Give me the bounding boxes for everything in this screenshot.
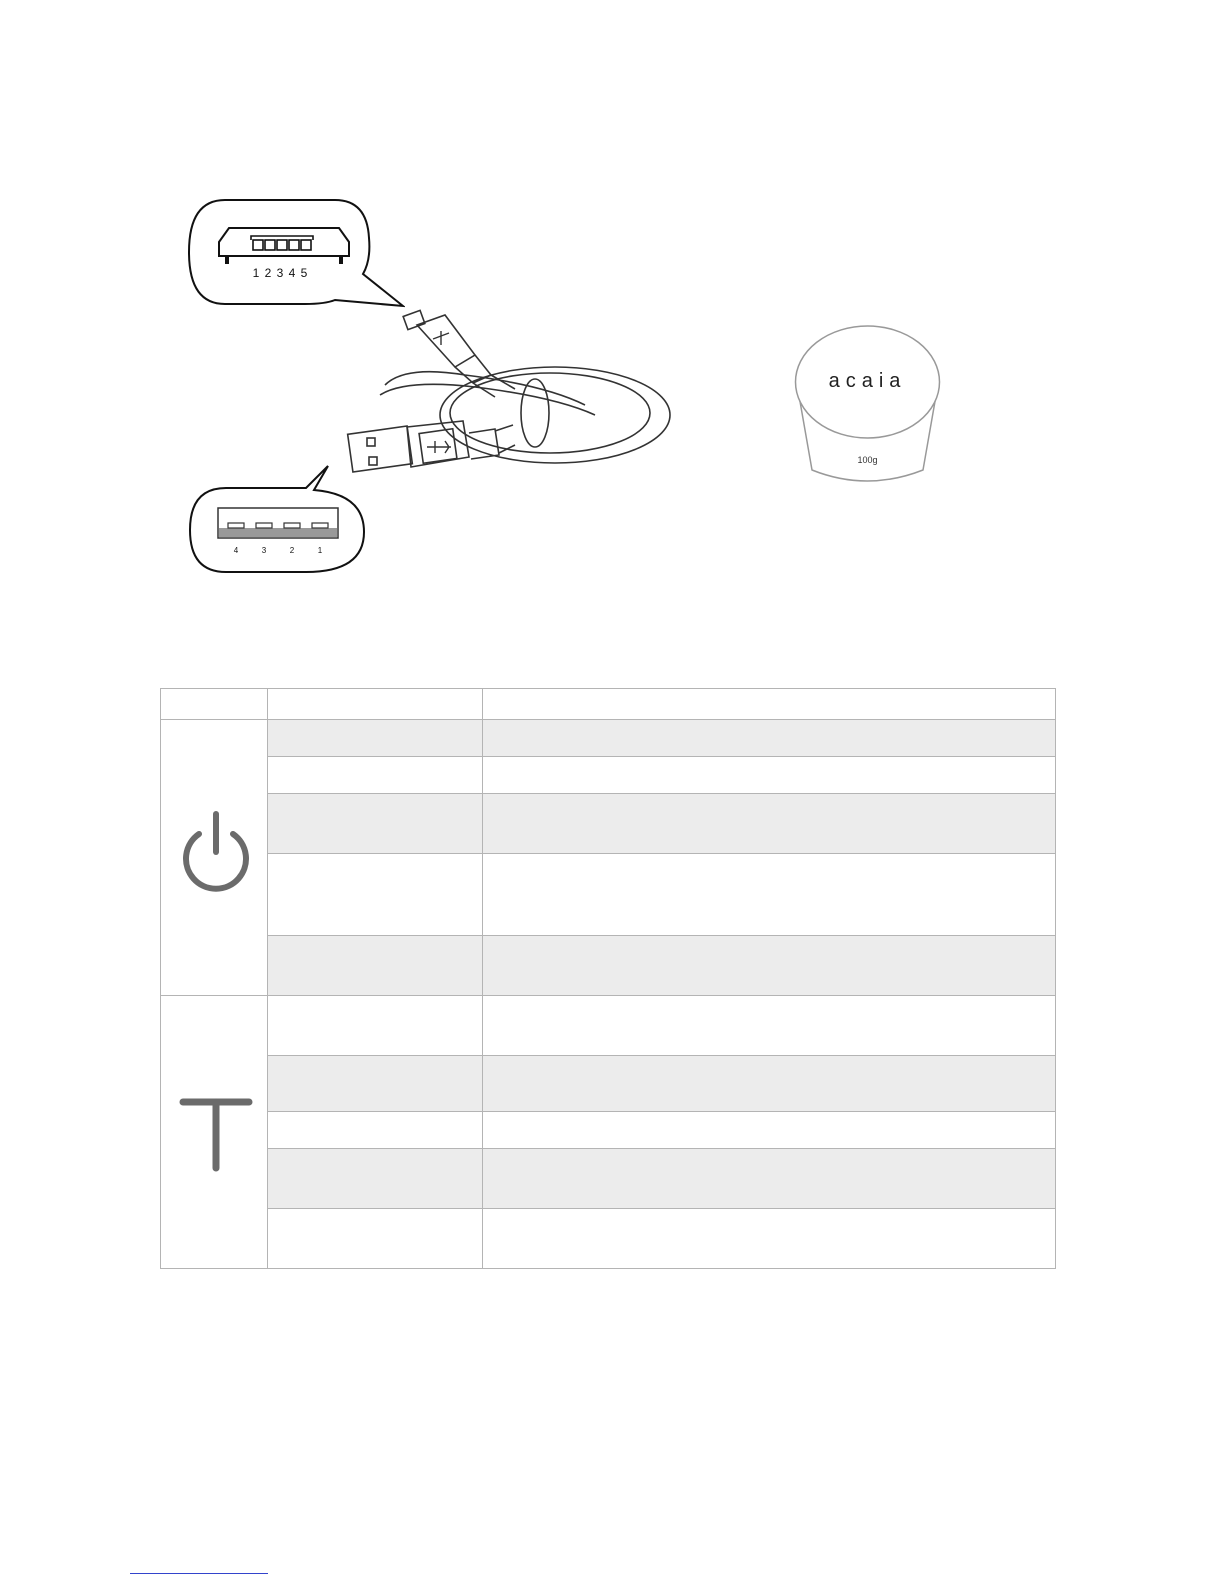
tare-button-cell: [161, 996, 268, 1269]
micro-usb-pin-3: 3: [276, 266, 284, 280]
table-row: [161, 720, 1056, 757]
table-row: [161, 996, 1056, 1056]
calibration-weight-illustration: [790, 320, 945, 490]
table-cell-result: [483, 996, 1056, 1056]
table-cell-result: [483, 936, 1056, 996]
table-cell-action: [268, 1209, 483, 1269]
table-header-row: [161, 689, 1056, 720]
weight-mass-label: 100g: [857, 455, 878, 465]
table-cell-action: [268, 720, 483, 757]
table-cell-action: [268, 757, 483, 794]
table-row: [161, 794, 1056, 854]
table-cell-result: [483, 1112, 1056, 1149]
table-cell-action: [268, 1112, 483, 1149]
usb-a-pin-4: 4: [233, 546, 239, 555]
table-cell-action: [268, 1149, 483, 1209]
usb-a-pin-1: 1: [317, 546, 323, 555]
table-row: [161, 1112, 1056, 1149]
table-cell-action: [268, 996, 483, 1056]
usb-a-pin-callout: [186, 458, 368, 580]
table-cell-result: [483, 720, 1056, 757]
power-icon: [171, 806, 261, 906]
table-row: [161, 1056, 1056, 1112]
table-row: [161, 854, 1056, 936]
micro-usb-pin-callout: [185, 198, 405, 316]
table-cell-result: [483, 1209, 1056, 1269]
micro-usb-pin-1: 1: [252, 266, 260, 280]
tare-icon: [171, 1086, 261, 1176]
table-cell-action: [268, 1056, 483, 1112]
table-cell-result: [483, 1149, 1056, 1209]
table-row: [161, 757, 1056, 794]
usb-a-pin-2: 2: [289, 546, 295, 555]
header-cell-button: [161, 689, 268, 720]
header-cell-result: [483, 689, 1056, 720]
table-cell-result: [483, 794, 1056, 854]
micro-usb-pin-4: 4: [288, 266, 296, 280]
power-button-cell: [161, 720, 268, 996]
table-cell-action: [268, 854, 483, 936]
table-row: [161, 1149, 1056, 1209]
button-functions-table: [160, 688, 1056, 1269]
footnote-separator: [130, 1573, 268, 1574]
table-row: [161, 936, 1056, 996]
usb-cable-illustration: [345, 305, 685, 485]
usb-a-pin-3: 3: [261, 546, 267, 555]
table-cell-action: [268, 936, 483, 996]
table-cell-result: [483, 854, 1056, 936]
table-cell-result: [483, 757, 1056, 794]
table-cell-action: [268, 794, 483, 854]
weight-brand-logo: acaia: [828, 370, 907, 392]
header-cell-action: [268, 689, 483, 720]
table-cell-result: [483, 1056, 1056, 1112]
table-row: [161, 1209, 1056, 1269]
micro-usb-pin-5: 5: [300, 266, 308, 280]
micro-usb-pin-2: 2: [264, 266, 272, 280]
